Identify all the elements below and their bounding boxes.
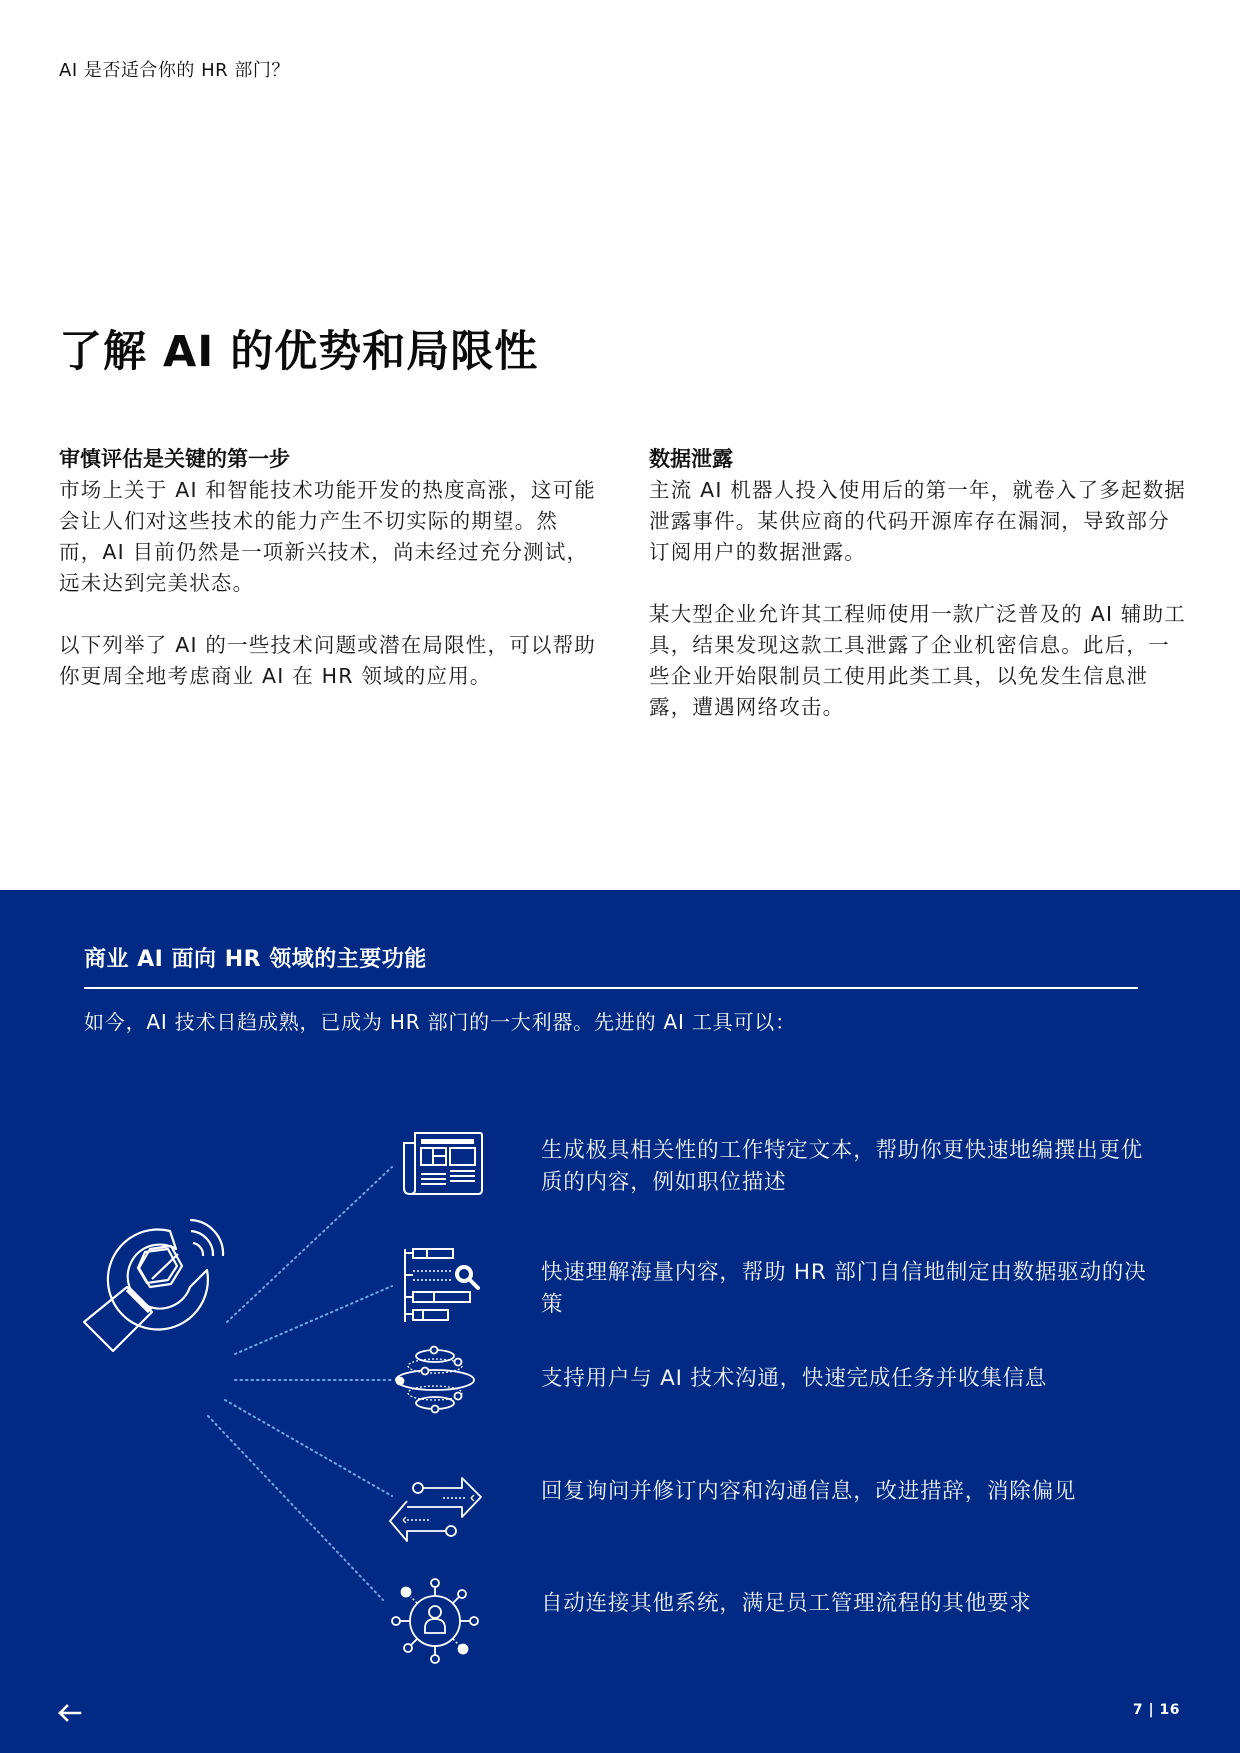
paragraph: 以下列举了 AI 的一些技术问题或潜在局限性，可以帮助你更周全地考虑商业 AI 在 HR 领域的应用。 — [59, 633, 597, 688]
section-heading: 数据泄露 — [649, 447, 733, 471]
page-title: 了解 AI 的优势和局限性 — [59, 327, 539, 377]
panel-title: 商业 AI 面向 HR 领域的主要功能 — [84, 947, 427, 972]
wrench-hexnut-signal-icon — [84, 1220, 223, 1351]
feature-item-understand-content: 快速理解海量内容，帮助 HR 部门自信地制定由数据驱动的决策 — [541, 1260, 1147, 1317]
paragraph: 主流 AI 机器人投入使用后的第一年，就卷入了多起数据泄露事件。某供应商的代码开源库存在漏洞，导致部分订阅用户的数据泄露。 — [649, 478, 1187, 564]
feature-item-communicate: 支持用户与 AI 技术沟通，快速完成任务并收集信息 — [541, 1366, 1048, 1391]
feature-item-connect-systems: 自动连接其他系统，满足员工管理流程的其他要求 — [541, 1591, 1032, 1616]
data-list-search-icon — [405, 1249, 478, 1322]
orbit-rings-icon — [396, 1347, 474, 1413]
paragraph: 某大型企业允许其工程师使用一款广泛普及的 AI 辅助工具，结果发现这款工具泄露了企业机密信息。此后，一些企业开始限制员工使用此类工具，以免发生信息泄露，遭遇网络攻击。 — [649, 602, 1187, 719]
features-diagram — [0, 890, 1240, 1753]
column-careful-evaluation — [59, 444, 599, 692]
arrow-left-icon — [56, 1702, 84, 1724]
panel-intro: 如今，AI 技术日趋成熟，已成为 HR 部门的一大利器。先进的 AI 工具可以： — [84, 1010, 796, 1034]
newspaper-document-icon — [404, 1133, 482, 1194]
feature-item-generate-text: 生成极具相关性的工作特定文本，帮助你更快速地编撰出更优质的内容，例如职位描述 — [541, 1138, 1144, 1195]
running-head: AI 是否适合你的 HR 部门？ — [59, 60, 290, 81]
exchange-arrows-icon — [390, 1478, 481, 1541]
connector-lines — [208, 1167, 392, 1600]
back-button[interactable] — [56, 1702, 84, 1724]
page-number: 7 | 16 — [1132, 1702, 1180, 1718]
feature-item-revise-content: 回复询问并修订内容和沟通信息，改进措辞，消除偏见 — [541, 1479, 1077, 1504]
key-features-panel — [0, 890, 1240, 1753]
section-heading: 审慎评估是关键的第一步 — [59, 447, 290, 471]
person-network-icon — [392, 1579, 478, 1663]
paragraph: 市场上关于 AI 和智能技术功能开发的热度高涨，这可能会让人们对这些技术的能力产生不切实际的期望。然而，AI 目前仍然是一项新兴技术，尚未经过充分测试，远未达到完美状态。 — [59, 478, 597, 595]
column-data-leak — [649, 444, 1189, 723]
